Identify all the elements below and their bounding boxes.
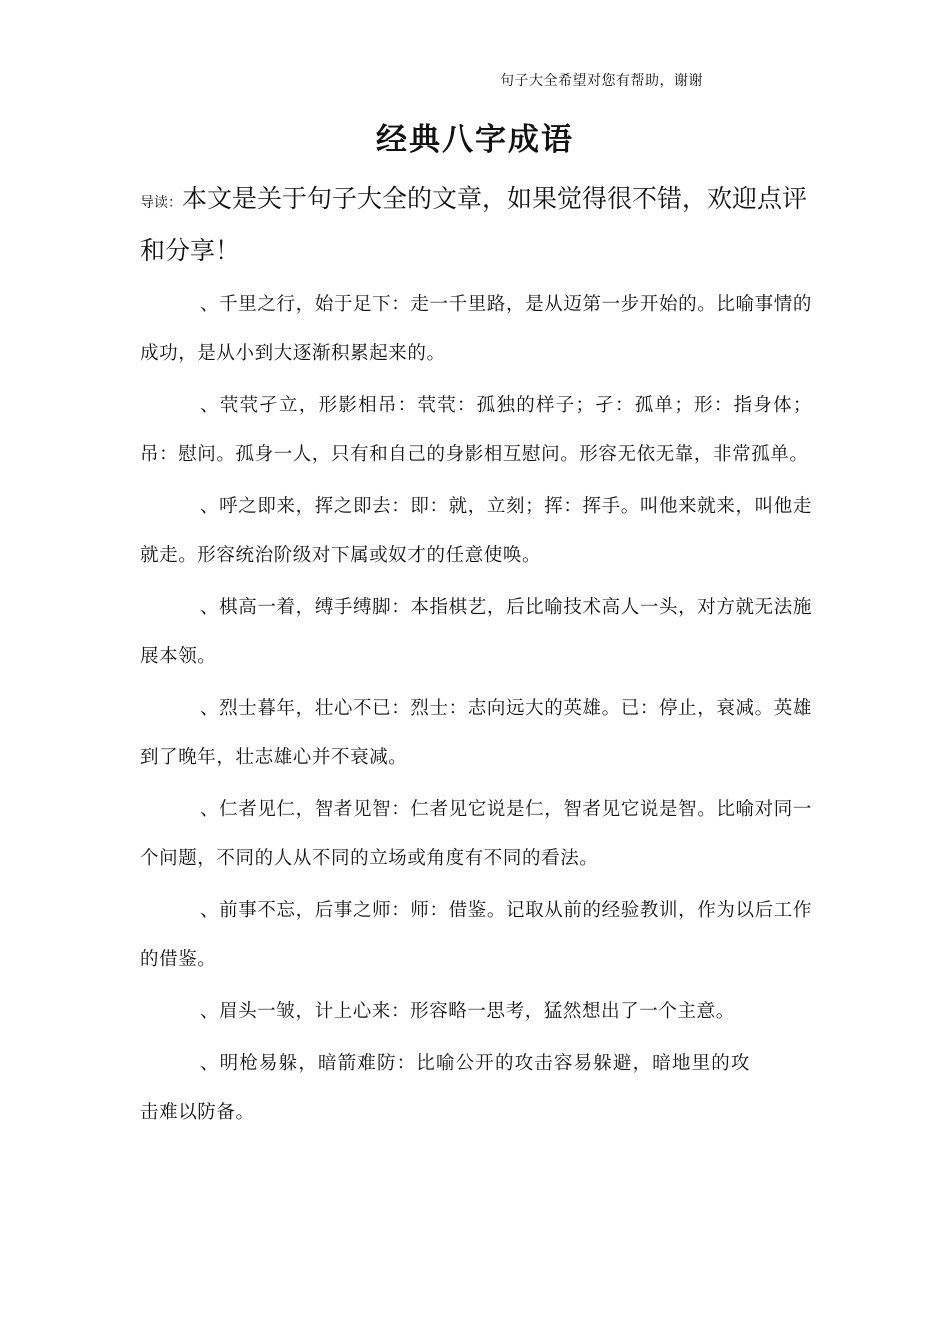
- idiom-entry: 、棋高一着，缚手缚脚：本指棋艺，后比喻技术高人一头，对方就无法施展本领。: [140, 597, 812, 667]
- idiom-entry: 、茕茕孑立，形影相吊：茕茕：孤独的样子；孑：孤单；形：指身体；吊：慰问。孤身一人，只有和自己的身影相互慰问。形容无依无靠，非常孤单。: [140, 395, 812, 465]
- idiom-entry: 、眉头一皱，计上心来：形容略一思考，猛然想出了一个主意。: [200, 1001, 735, 1022]
- idiom-entry: 、呼之即来，挥之即去：即：就，立刻；挥：挥手。叫他来就来，叫他走就走。形容统治阶级对下属或奴才的任意使唤。: [140, 496, 812, 566]
- intro-label: 导读：: [140, 195, 182, 211]
- intro-paragraph: [140, 175, 820, 275]
- idiom-entry: 、千里之行，始于足下：走一千里路，是从迈第一步开始的。比喻事情的成功，是从小到大逐渐积累起来的。: [140, 294, 812, 364]
- idiom-entry: 、前事不忘，后事之师：师：借鉴。记取从前的经验教训，作为以后工作的借鉴。: [140, 900, 812, 970]
- header-note: 句子大全希望对您有帮助，谢谢: [500, 73, 703, 89]
- intro-text: 本文是关于句子大全的文章，如果觉得很不错，欢迎点评和分享！: [140, 184, 808, 265]
- document-title: 经典八字成语: [376, 122, 574, 158]
- idiom-entry: 、烈士暮年，壮心不已：烈士：志向远大的英雄。已：停止，衰减。英雄到了晚年，壮志雄心并不衰减。: [140, 698, 812, 768]
- idiom-entry: 、仁者见仁，智者见智：仁者见它说是仁，智者见它说是智。比喻对同一个问题，不同的人从不同的立场或角度有不同的看法。: [140, 799, 812, 869]
- idiom-entry: 、明枪易躲，暗箭难防：比喻公开的攻击容易躲避，暗地里的攻击难以防备。: [140, 1053, 750, 1123]
- idiom-list: [140, 280, 812, 1140]
